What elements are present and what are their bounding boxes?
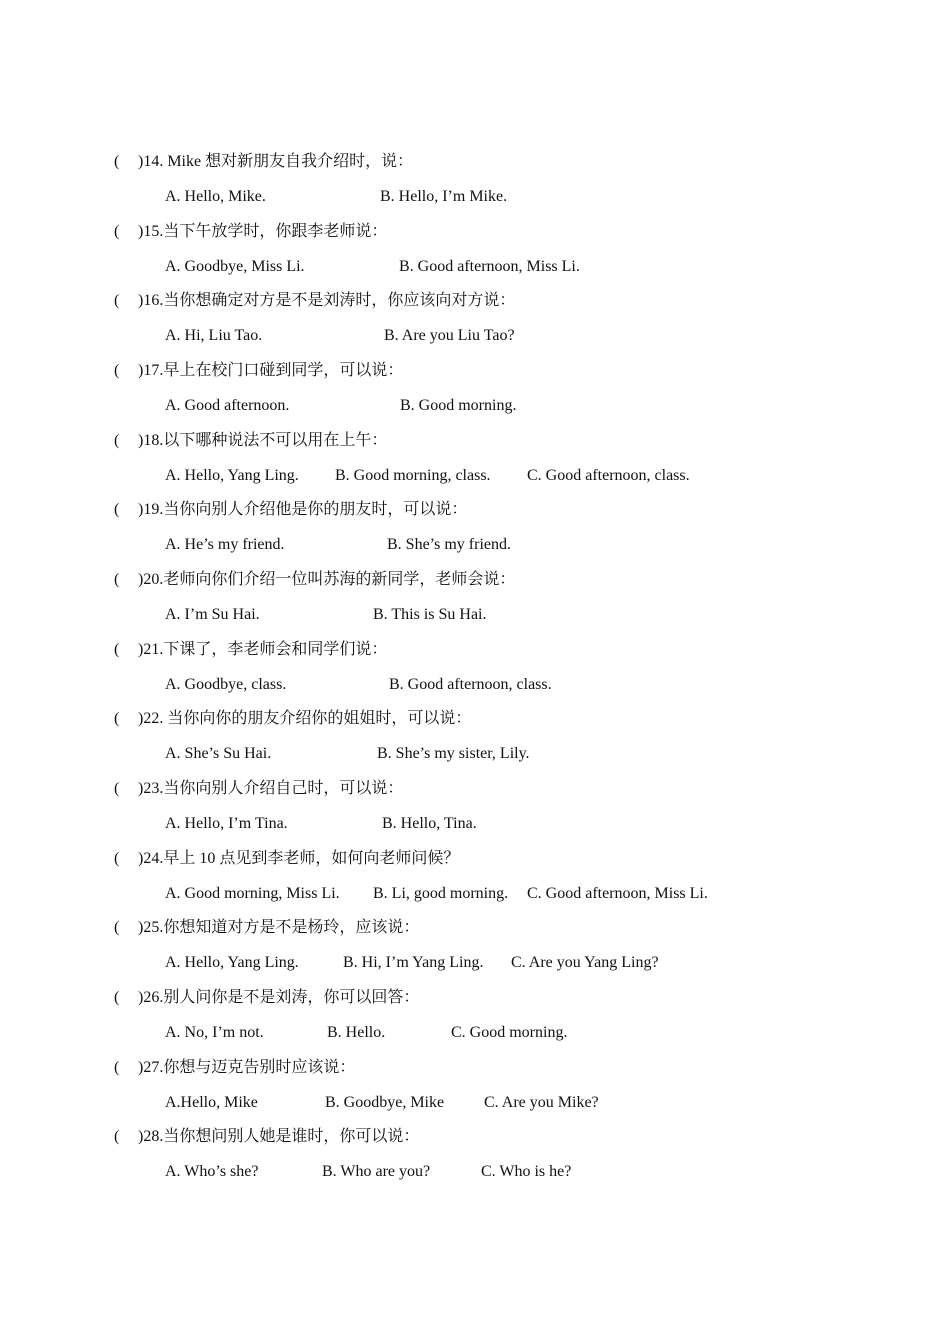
answer-blank-open: ( — [114, 850, 120, 867]
option-b: B. Good afternoon, Miss Li. — [399, 258, 580, 275]
option-b: B. Hello. — [327, 1024, 386, 1041]
answer-blank-open: ( — [114, 292, 120, 309]
option-b: B. She’s my friend. — [387, 536, 511, 553]
option-c: C. Good afternoon, class. — [527, 467, 690, 484]
question-text: )17.早上在校门口碰到同学，可以说： — [138, 362, 404, 379]
option-b: B. Good morning, class. — [335, 467, 491, 484]
option-a: A. She’s Su Hai. — [165, 745, 272, 762]
answer-blank-open: ( — [114, 571, 120, 588]
answer-blank-open: ( — [114, 919, 120, 936]
option-a: A. Hello, Yang Ling. — [165, 467, 299, 484]
question-text: )23.当你向别人介绍自己时，可以说： — [138, 780, 404, 797]
answer-blank-open: ( — [114, 362, 120, 379]
option-a: A. Goodbye, Miss Li. — [165, 258, 305, 275]
option-c: C. Who is he? — [481, 1163, 572, 1180]
option-b: B. Good afternoon, class. — [389, 676, 552, 693]
answer-blank-open: ( — [114, 153, 120, 170]
option-a: A. He’s my friend. — [165, 536, 285, 553]
question-text: )21.下课了，李老师会和同学们说： — [138, 641, 388, 658]
option-c: C. Good morning. — [451, 1024, 568, 1041]
option-a: A. Who’s she? — [165, 1163, 259, 1180]
option-a: A. Hello, Yang Ling. — [165, 954, 299, 971]
answer-blank-open: ( — [114, 501, 120, 518]
question-text: )14. Mike 想对新朋友自我介绍时，说： — [138, 153, 414, 170]
option-c: C. Are you Mike? — [484, 1094, 599, 1111]
question-text: )22. 当你向你的朋友介绍你的姐姐时，可以说： — [138, 710, 472, 727]
option-a: A. Goodbye, class. — [165, 676, 287, 693]
option-c: C. Good afternoon, Miss Li. — [527, 885, 708, 902]
answer-blank-open: ( — [114, 223, 120, 240]
option-b: B. Hello, I’m Mike. — [380, 188, 508, 205]
option-b: B. Good morning. — [400, 397, 517, 414]
answer-blank-open: ( — [114, 641, 120, 658]
option-c: C. Are you Yang Ling? — [511, 954, 659, 971]
option-b: B. Hello, Tina. — [382, 815, 477, 832]
option-a: A. Hi, Liu Tao. — [165, 327, 263, 344]
question-text: )26.别人问你是不是刘涛，你可以回答： — [138, 989, 420, 1006]
answer-blank-open: ( — [114, 710, 120, 727]
question-text: )20.老师向你们介绍一位叫苏海的新同学，老师会说： — [138, 571, 516, 588]
option-a: A. I’m Su Hai. — [165, 606, 260, 623]
option-a: A. Good morning, Miss Li. — [165, 885, 340, 902]
option-a: A. Hello, Mike. — [165, 188, 266, 205]
option-a: A.Hello, Mike — [165, 1094, 258, 1111]
question-text: )27.你想与迈克告别时应该说： — [138, 1059, 356, 1076]
option-b: B. Li, good morning. — [373, 885, 509, 902]
answer-blank-open: ( — [114, 432, 120, 449]
option-a: A. No, I’m not. — [165, 1024, 264, 1041]
question-text: )19.当你向别人介绍他是你的朋友时，可以说： — [138, 501, 468, 518]
option-b: B. Are you Liu Tao? — [384, 327, 515, 344]
option-a: A. Good afternoon. — [165, 397, 290, 414]
answer-blank-open: ( — [114, 1059, 120, 1076]
question-text: )28.当你想问别人她是谁时，你可以说： — [138, 1128, 420, 1145]
question-text: )18.以下哪种说法不可以用在上午： — [138, 432, 388, 449]
answer-blank-open: ( — [114, 780, 120, 797]
answer-blank-open: ( — [114, 989, 120, 1006]
option-b: B. This is Su Hai. — [373, 606, 487, 623]
option-b: B. Goodbye, Mike — [325, 1094, 445, 1111]
question-text: )24.早上 10 点见到李老师，如何向老师问候？ — [138, 850, 460, 867]
option-b: B. She’s my sister, Lily. — [377, 745, 530, 762]
question-text: )15.当下午放学时，你跟李老师说： — [138, 223, 388, 240]
option-b: B. Hi, I’m Yang Ling. — [343, 954, 484, 971]
question-text: )16.当你想确定对方是不是刘涛时，你应该向对方说： — [138, 292, 516, 309]
option-a: A. Hello, I’m Tina. — [165, 815, 288, 832]
option-b: B. Who are you? — [322, 1163, 431, 1180]
question-text: )25.你想知道对方是不是杨玲，应该说： — [138, 919, 420, 936]
answer-blank-open: ( — [114, 1128, 120, 1145]
